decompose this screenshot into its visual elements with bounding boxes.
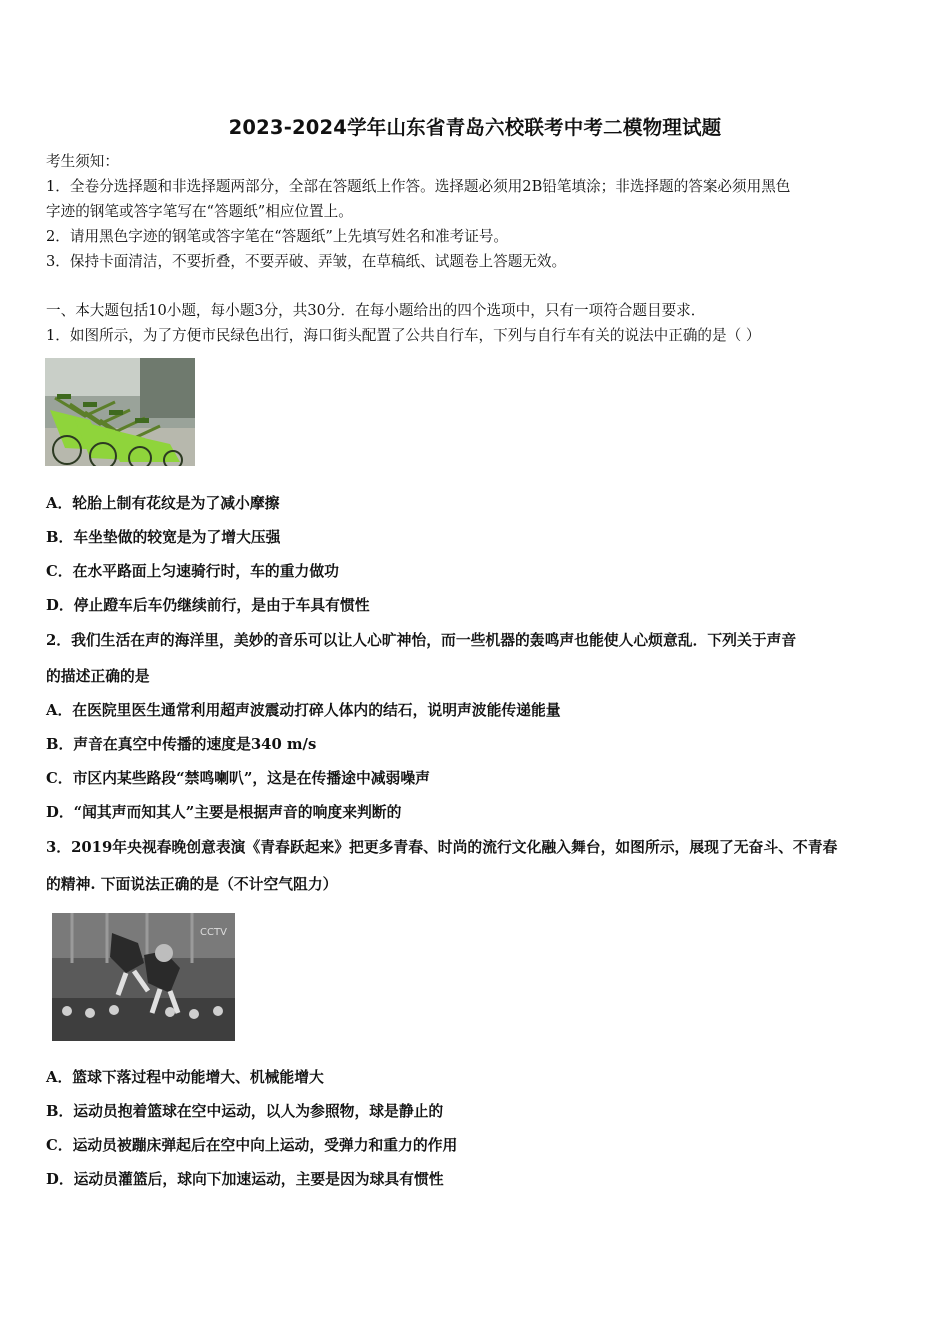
q3-option-d: D．运动员灌篮后，球向下加速运动，主要是因为球具有惯性 (46, 1171, 444, 1188)
q1-option-a: A．轮胎上制有花纹是为了减小摩擦 (46, 495, 280, 512)
section-heading: 一、本大题包括10小题，每小题3分，共30分．在每小题给出的四个选项中，只有一项符合题目要求． (46, 302, 706, 319)
notice-item: 1．全卷分选择题和非选择题两部分，全部在答题纸上作答。选择题必须用2B铅笔填涂；非选择题的答案必须用黑色 (46, 178, 791, 195)
question-2-stem-cont: 的描述正确的是 (46, 668, 150, 685)
question-1-stem: 1．如图所示，为了方便市民绿色出行，海口街头配置了公共自行车，下列与自行车有关的说法中正确的是（ ） (46, 327, 761, 344)
q2-option-b: B．声音在真空中传播的速度是340 m/s (46, 736, 317, 753)
q1-option-d: D．停止蹬车后车仍继续前行，是由于车具有惯性 (46, 597, 370, 614)
question-2-stem: 2．我们生活在声的海洋里，美妙的音乐可以让人心旷神怡，而一些机器的轰鸣声也能使人心烦意乱．下列关于声音 (46, 632, 797, 649)
page-title: 2023-2024学年山东省青岛六校联考中考二模物理试题 (228, 116, 722, 139)
notice-item: 3．保持卡面清洁，不要折叠，不要弄破、弄皱，在草稿纸、试题卷上答题无效。 (46, 253, 567, 270)
q2-option-c: C．市区内某些路段“禁鸣喇叭”，这是在传播途中减弱噪声 (46, 770, 430, 787)
notice-item: 字迹的钢笔或答字笔写在“答题纸”相应位置上。 (46, 203, 353, 220)
q3-option-c: C．运动员被蹦床弹起后在空中向上运动，受弹力和重力的作用 (46, 1137, 458, 1154)
question-3-stem: 3．2019年央视春晚创意表演《青春跃起来》把更多青春、时尚的流行文化融入舞台，如图所示，展现了无奋斗、不青春 (46, 839, 838, 856)
q3-option-b: B．运动员抱着篮球在空中运动，以人为参照物，球是静止的 (46, 1103, 444, 1120)
performance-photo (52, 913, 235, 1041)
q1-option-b: B．车坐垫做的较宽是为了增大压强 (46, 529, 281, 546)
notice-item: 2．请用黑色字迹的钢笔或答字笔在“答题纸”上先填写姓名和准考证号。 (46, 228, 509, 245)
notice-heading: 考生须知： (46, 153, 119, 170)
photo-caption: CCTV (200, 927, 227, 938)
q2-option-d: D．“闻其声而知其人”主要是根据声音的响度来判断的 (46, 804, 402, 821)
q3-option-a: A．篮球下落过程中动能增大、机械能增大 (46, 1069, 324, 1086)
q1-option-c: C．在水平路面上匀速骑行时，车的重力做功 (46, 563, 339, 580)
question-3-stem-cont: 的精神. 下面说法正确的是（不计空气阻力） (46, 876, 338, 893)
bicycles-photo (45, 358, 195, 466)
q2-option-a: A．在医院里医生通常利用超声波震动打碎人体内的结石，说明声波能传递能量 (46, 702, 561, 719)
